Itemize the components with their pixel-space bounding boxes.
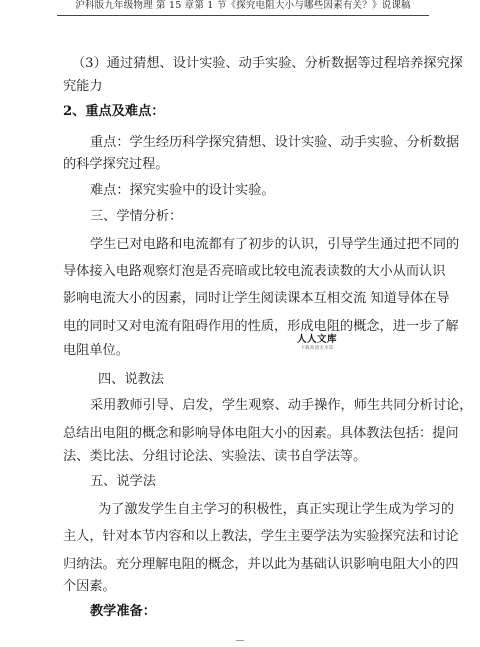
watermark-title: 人人文库 (296, 334, 337, 345)
section-heading-teaching-method: 四、说教法 (98, 372, 164, 387)
key-point-line-2: 的科学探究过程。 (63, 157, 169, 172)
section-heading-learner-analysis: 三、学情分析： (90, 209, 183, 224)
learner-analysis-line-2: 导体接入电路观察灯泡是否亮暗或比较电流表读数的大小从而认识 (63, 264, 446, 279)
learner-analysis-line-1: 学生已对电路和电流都有了初步的认识，引导学生通过把不同的 (90, 237, 460, 252)
learning-method-line-4: 个因素。 (63, 579, 116, 594)
key-point-line-1: 重点：学生经历科学探究猜想、设计实验、动手实验、分析数据 (90, 135, 460, 150)
watermark-subtitle: 下载高清无水印 (300, 345, 334, 351)
section-heading-key-points: 2、重点及难点： (63, 104, 165, 119)
learner-analysis-line-4: 电的同时又对电流有阻碍作用的性质，形成电阻的概念，进一步了解 (63, 319, 459, 334)
difficulty-line: 难点：探究实验中的设计实验。 (90, 183, 275, 198)
learner-analysis-line-5: 电阻单位。 (63, 343, 129, 358)
teaching-method-line-3: 法、类比法、分组讨论法、实验法、读书自学法等。 (63, 449, 367, 464)
header-divider (57, 15, 429, 16)
watermark-stamp (287, 335, 347, 351)
objective-line-3a: （3）通过猜想、设计实验、动手实验、分析数据等过程培养探究探 (72, 56, 463, 71)
objective-line-3b: 究能力 (63, 79, 103, 94)
section-heading-teaching-preparation: 教学准备： (90, 604, 156, 619)
section-heading-learning-method: 五、说学法 (90, 474, 156, 489)
learning-method-line-3: 归纳法。充分理解电阻的概念，并以此为基础认识影响电阻大小的四 (63, 557, 459, 572)
page-header: 沪科版九年级物理 第 15 章第 1 节《探究电阻大小与哪些因素有关？》说课稿 (75, 0, 411, 11)
teaching-method-line-1: 采用教师引导、启发，学生观察、动手操作，师生共同分析讨论， (90, 398, 473, 413)
learning-method-line-2: 主人，针对本节内容和以上教法，学生主要学法为实验探究法和讨论 (63, 529, 459, 544)
page-bottom-mark (236, 640, 244, 641)
teaching-method-line-2: 总结出电阻的概念和影响导体电阻大小的因素。具体教法包括：提问 (63, 426, 459, 441)
learner-analysis-line-3: 影响电流大小的因素，同时让学生阅读课本互相交流 知道导体在导 (63, 291, 450, 306)
learning-method-line-1: 为了激发学生自主学习的积极性，真正实现让学生成为学习的 (98, 502, 455, 517)
